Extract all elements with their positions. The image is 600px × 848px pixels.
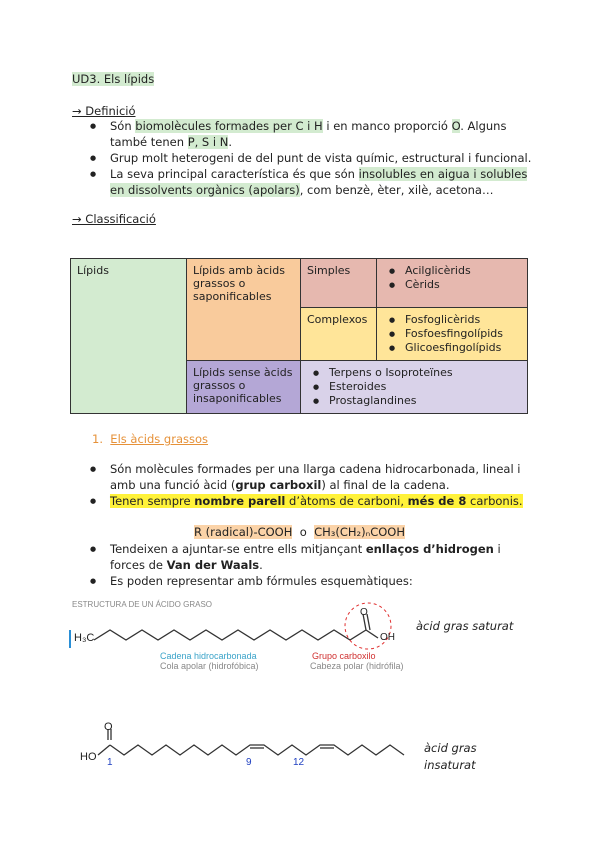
cell-complexos-list — [377, 308, 528, 361]
unsaturated-chain — [110, 745, 404, 755]
definicio-heading: → Definició — [72, 104, 136, 118]
list-item: ● Es poden representar amb fórmules esquemàtiques: — [72, 573, 532, 589]
carbon-number-9: 9 — [246, 757, 252, 768]
figure1-header: ESTRUCTURA DE UN ÁCIDO GRASO — [72, 600, 213, 609]
ho-label: HO — [80, 751, 97, 763]
list-item: ● Tendeixen a ajuntar-se entre ells mitjançant enllaços d’hidrogen i forces de Van der Waals. — [72, 541, 532, 573]
acids-list-1 — [72, 461, 532, 509]
cabeza-label: Cabeza polar (hidrófila) — [310, 661, 404, 671]
list-item: ● Són molècules formades per una llarga cadena hidrocarbonada, lineal i amb una funció àcid (grup carboxil) al final de la cadena. — [72, 461, 532, 493]
unsaturated-fatty-acid-diagram — [70, 718, 415, 778]
list-item: ● Terpens o Isoproteïnes — [307, 366, 521, 380]
oh-label: OH — [380, 632, 395, 643]
saturated-chain — [94, 630, 366, 640]
oh-bond — [366, 630, 378, 638]
list-item: ● Són biomolècules formades per C i H i en manco proporció O. Alguns també tenen P, S i N. — [72, 118, 532, 150]
list-item: ● Prostaglandines — [307, 394, 521, 408]
unsaturated-label-2: insaturat — [424, 758, 476, 772]
carbon-number-1: 1 — [107, 757, 113, 768]
section-heading: 1. Els àcids grassos — [92, 432, 209, 446]
acids-list-2 — [72, 541, 532, 589]
list-item: ● Fosfoesfingolípids — [383, 327, 521, 341]
saturated-label: àcid gras saturat — [416, 619, 514, 633]
classification-table — [70, 258, 528, 414]
formula-line: R (radical)-COOH o CH₃(CH₂)ₙCOOH — [194, 525, 405, 539]
cell-lipids: Lípids — [71, 259, 187, 414]
classificacio-heading: → Classificació — [72, 212, 156, 226]
cell-complexos: Complexos — [301, 308, 377, 361]
grupo-label: Grupo carboxilo — [312, 651, 376, 661]
list-item: ● Glicoesfingolípids — [383, 341, 521, 355]
carbon-number-12: 12 — [293, 757, 305, 768]
list-item: ● Acilglicèrids — [383, 264, 521, 278]
cell-saponificables: Lípids amb àcids grassos o saponificables — [187, 259, 301, 361]
list-item: ● Tenen sempre nombre parell d’àtoms de carboni, més de 8 carbonis. — [72, 493, 532, 509]
definicio-list — [72, 118, 532, 198]
cadena-label: Cadena hidrocarbonada — [160, 651, 257, 661]
cell-simples: Simples — [301, 259, 377, 308]
page-title: UD3. Els lípids — [72, 72, 155, 86]
list-item: ● Fosfoglicèrids — [383, 313, 521, 327]
o-label-2: O — [104, 721, 113, 733]
list-item: ● Cèrids — [383, 278, 521, 292]
cell-insaponificables: Lípids sense àcids grassos o insaponificables — [187, 361, 301, 414]
h3c-label: H₃C — [74, 632, 95, 644]
list-item: ● Esteroides — [307, 380, 521, 394]
cell-insap-list — [301, 361, 528, 414]
list-item: ● La seva principal característica és que són insolubles en aigua i solubles en dissolvents orgànics (apolars), com benzè, èter, xilè, acetona… — [72, 166, 532, 198]
cola-label: Cola apolar (hidrofóbica) — [160, 661, 259, 671]
unsaturated-label-1: àcid gras — [424, 741, 477, 755]
list-item: ● Grup molt heterogeni de del punt de vista químic, estructural i funcional. — [72, 150, 532, 166]
o-label: O — [360, 607, 368, 618]
cell-simples-list — [377, 259, 528, 308]
oh-bond — [98, 745, 110, 755]
